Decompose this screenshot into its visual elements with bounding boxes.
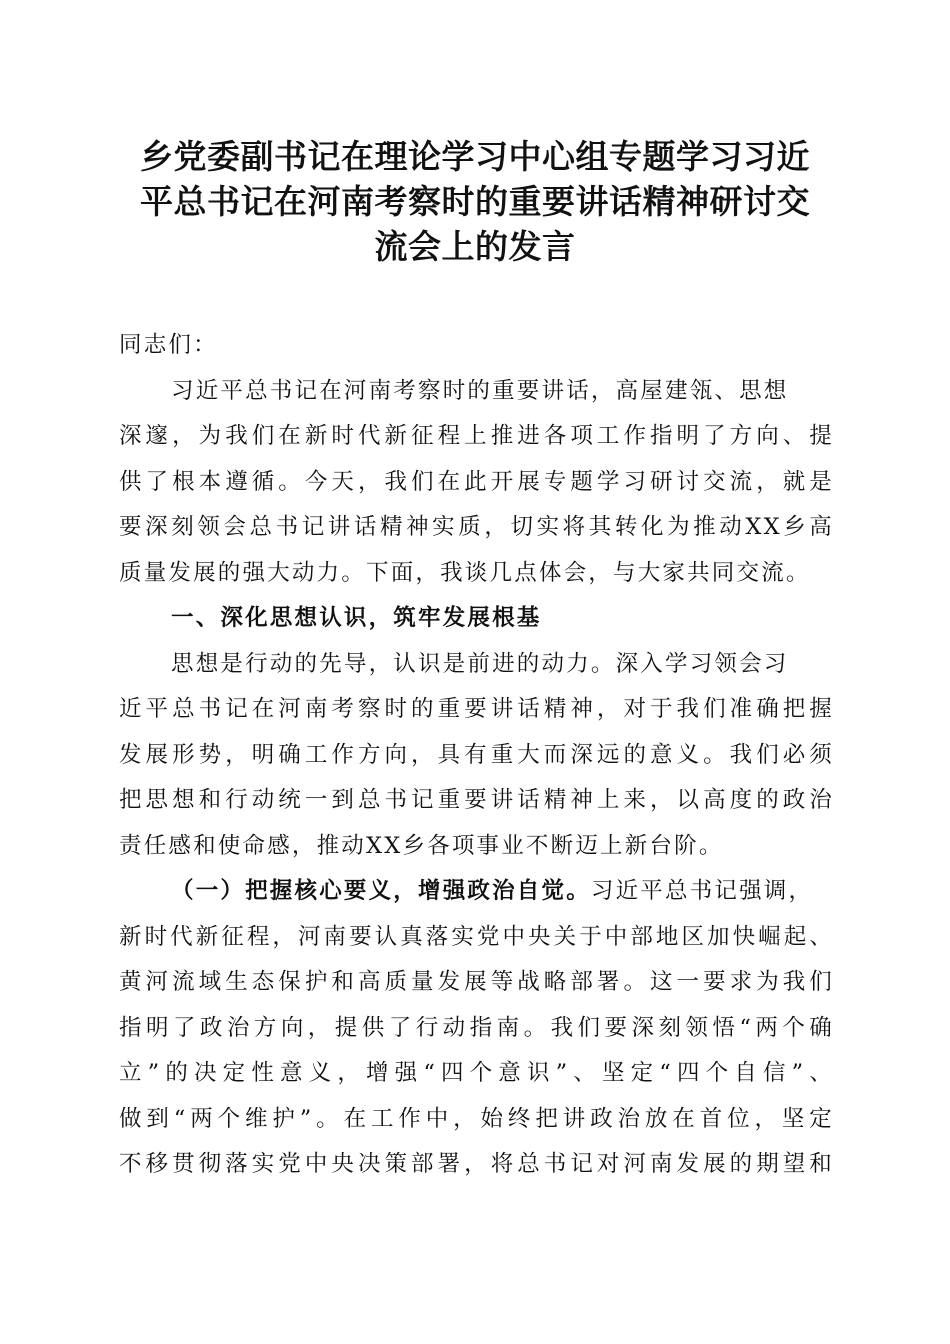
paragraph-line: 质量发展的强大动力。下面，我谈几点体会，与大家共同交流。 [119,559,811,586]
paragraph-line: 立”的决定性意义，增强“四个意识”、坚定“四个自信”、 [119,1060,834,1086]
subsection1-paragraph [119,869,834,1188]
paragraph-line: 思想是行动的先导，认识是前进的动力。深入学习领会习 [171,650,789,677]
paragraph-line: 近平总书记在河南考察时的重要讲话精神，对于我们准确把握 [119,696,834,722]
paragraph-line: 责任感和使命感，推动XX乡各项事业不断迈上新台阶。 [119,832,724,859]
title-line: 流会上的发言 [374,227,576,266]
section1-paragraph [119,642,834,870]
paragraph-line: 黄河流域生态保护和高质量发展等战略部署。这一要求为我们 [119,969,834,995]
salutation: 同志们： [119,332,218,358]
paragraph-line: 要深刻领会总书记讲话精神实质，切实将其转化为推动XX乡高 [119,514,834,540]
section-heading: 一、深化思想认识，筑牢发展根基 [171,605,542,631]
paragraph-line: 习近平总书记在河南考察时的重要讲话，高屋建瓴、思想 [171,377,789,404]
document-title [100,134,850,269]
paragraph-text: 习近平总书记强调， [590,878,814,904]
intro-paragraph [119,369,834,597]
paragraph-line: 做到“两个维护”。在工作中，始终把讲政治放在首位，坚定 [119,1105,834,1132]
paragraph-line: 新时代新征程，河南要认真落实党中央关于中部地区加快崛起、 [119,923,834,950]
subsection-lead: （一）把握核心要义，增强政治自觉。 [171,878,591,904]
document-body [119,323,834,1188]
paragraph-line: 发展形势，明确工作方向，具有重大而深远的意义。我们必须 [119,741,834,768]
paragraph-line: 不移贯彻落实党中央决策部署，将总书记对河南发展的期望和 [119,1151,834,1177]
title-line: 平总书记在河南考察时的重要讲话精神研讨交 [140,182,810,221]
paragraph-line: 供了根本遵循。今天，我们在此开展专题学习研讨交流，就是 [119,468,834,495]
paragraph-line: 把思想和行动统一到总书记重要讲话精神上来，以高度的政治 [119,787,834,813]
title-line: 乡党委副书记在理论学习中心组专题学习习近 [140,137,810,176]
paragraph-line: 深邃，为我们在新时代新征程上推进各项工作指明了方向、提 [119,423,834,449]
paragraph-line: 指明了政治方向，提供了行动指南。我们要深刻领悟“两个确 [119,1014,834,1041]
paragraph-line [119,869,834,915]
